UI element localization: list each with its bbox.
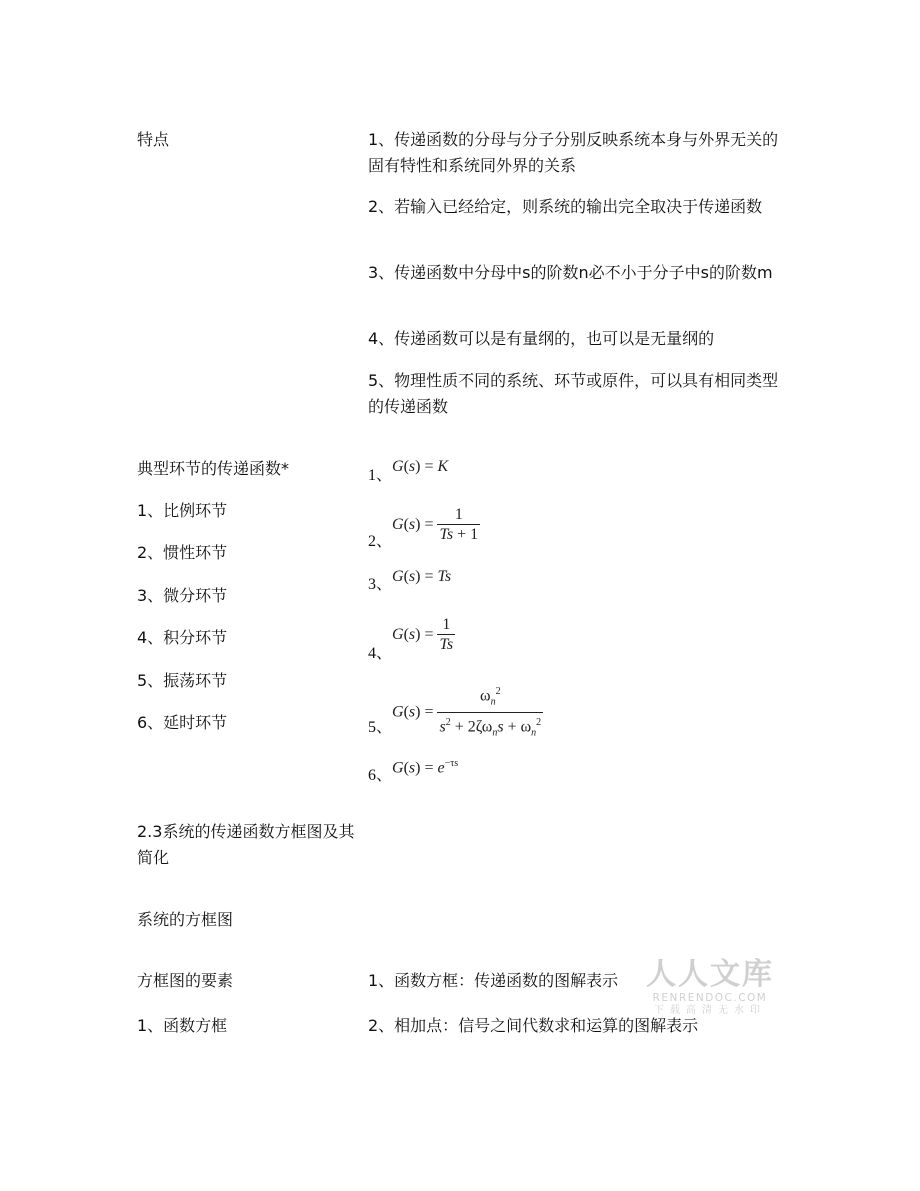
element-item-2: 2、惯性环节 (137, 543, 228, 562)
element-item-6: 6、延时环节 (137, 713, 228, 732)
formula-oscillation: G(s) = $\frac{\omega_n^2}{s^2 + 2\zeta\omega_ns + \omega_n^2}$ (392, 683, 543, 743)
element-item-4: 4、积分环节 (137, 628, 228, 647)
section-label-typical-elements: 典型环节的传递函数* (137, 459, 290, 478)
formula-index-6: 6、 (368, 767, 393, 784)
watermark-tagline: 下载高清无水印 (654, 1005, 766, 1016)
diagram-element-sub-1: 1、函数方框 (137, 1016, 228, 1035)
diagram-element-item-1: 1、函数方框：传递函数的图解表示 (368, 971, 619, 990)
element-item-1: 1、比例环节 (137, 501, 228, 520)
formula-index-4: 4、 (368, 645, 393, 662)
element-item-3: 3、微分环节 (137, 586, 228, 605)
section-title-block-diagram: 系统的方框图 (137, 910, 234, 929)
feature-item-5: 5、物理性质不同的系统、环节或原件，可以具有相同类型的传递函数 (368, 371, 779, 416)
formula-index-1: 1、 (368, 467, 393, 484)
section-title-block-diagram-simplification: 2.3系统的传递函数方框图及其简化 (137, 822, 355, 867)
feature-item-2: 2、若输入已经给定，则系统的输出完全取决于传递函数 (368, 197, 763, 216)
formula-index-5: 5、 (368, 719, 393, 736)
diagram-element-item-2: 2、相加点：信号之间代数求和运算的图解表示 (368, 1016, 699, 1035)
feature-item-3: 3、传递函数中分母中s的阶数n必不小于分子中s的阶数m (368, 263, 773, 282)
section-label-diagram-elements: 方框图的要素 (137, 971, 234, 990)
feature-item-1: 1、传递函数的分母与分子分别反映系统本身与外界无关的固有特性和系统同外界的关系 (368, 130, 779, 175)
formula-index-2: 2、 (368, 533, 393, 550)
formula-inertial: G(s) = $\frac{1}{Ts + 1}$ (392, 506, 479, 543)
formula-index-3: 3、 (368, 576, 393, 593)
formula-differential: G(s) = Ts (392, 568, 452, 585)
formula-proportional: G(s) = K (392, 458, 449, 475)
formula-delay: $G(s) = e^{-\tau s}$ (392, 758, 459, 777)
element-item-5: 5、振荡环节 (137, 671, 228, 690)
watermark-logo (640, 958, 780, 1017)
formula-integral: G(s) = $\frac{1}{Ts}$ (392, 616, 454, 653)
feature-item-4: 4、传递函数可以是有量纲的，也可以是无量纲的 (368, 329, 715, 348)
watermark-brand: 人人文库 (646, 957, 774, 992)
section-label-features: 特点 (137, 130, 170, 149)
watermark-domain: RENRENDOC.COM (652, 992, 768, 1004)
